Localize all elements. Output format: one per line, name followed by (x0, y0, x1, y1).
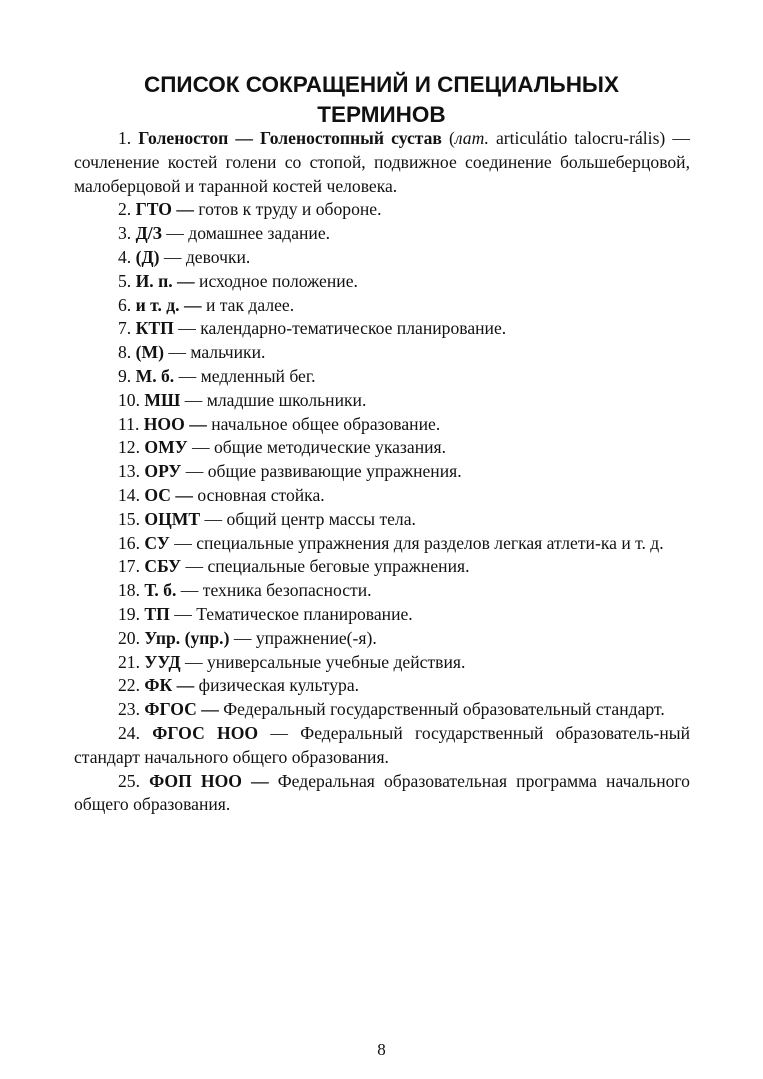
latin-label: лат. (454, 128, 489, 148)
item-number: 5. (118, 270, 132, 291)
item-number: 9. (118, 365, 132, 386)
item-definition: — сочленение костей голени со стопой, подвижное соединение большеберцовой, малоберцовой и таранной костей человека. (74, 128, 690, 196)
item-term: ФГОС — (144, 699, 219, 720)
item-number: 17. (118, 556, 140, 577)
item-term: ТП (144, 603, 170, 624)
page-title (0, 70, 763, 130)
item-number: 19. (118, 603, 140, 624)
list-item (74, 460, 690, 484)
list-item (74, 341, 690, 365)
item-term: Д/З (135, 223, 162, 244)
list-item (74, 436, 690, 460)
item-term: СБУ (144, 556, 182, 577)
paren-open: ( (441, 128, 455, 148)
list-item (74, 627, 690, 651)
item-term: И. п. — (135, 270, 195, 291)
item-definition: — специальные беговые упражнения. (181, 556, 470, 577)
item-number: 21. (118, 651, 140, 672)
item-definition: — универсальные учебные действия. (180, 651, 466, 672)
page-title-line-1: СПИСОК СОКРАЩЕНИЙ И СПЕЦИАЛЬНЫХ (144, 72, 619, 98)
item-definition: исходное положение. (194, 270, 358, 291)
item-number: 6. (118, 294, 132, 315)
item-number: 8. (118, 342, 132, 363)
item-number: 4. (118, 246, 132, 267)
item-number: 11. (118, 413, 140, 434)
item-term: Упр. (упр.) (144, 627, 230, 648)
item-number: 24. (118, 722, 140, 743)
item-term: Голеностоп — Голеностопный сустав (138, 128, 442, 148)
list-item (74, 389, 690, 413)
list-item (74, 270, 690, 294)
item-number: 22. (118, 675, 140, 696)
item-definition: — общие методические указания. (187, 437, 447, 458)
item-number: 20. (118, 627, 140, 648)
list-item (74, 532, 690, 556)
item-definition: — общий центр массы тела. (200, 508, 416, 529)
item-number: 25. (118, 770, 140, 791)
list-item (74, 722, 690, 770)
item-term: ФГОС НОО (152, 722, 259, 743)
item-definition: — техника безопасности. (176, 580, 372, 601)
item-definition: Федеральная образовательная программа начального общего образования. (74, 770, 690, 815)
item-number: 12. (118, 437, 140, 458)
item-number: 1. (118, 128, 132, 148)
list-item (74, 555, 690, 579)
item-term: СУ (144, 532, 170, 553)
item-definition: — медленный бег. (174, 365, 316, 386)
item-definition: и так далее. (201, 294, 295, 315)
item-definition: готов к труду и обороне. (193, 199, 382, 220)
item-term: ОЦМТ (144, 508, 201, 529)
item-definition: физическая культура. (194, 675, 360, 696)
item-definition: — младшие школьники. (180, 389, 367, 410)
item-definition: — упражнение(-я). (229, 627, 377, 648)
list-item (74, 484, 690, 508)
list-item (74, 698, 690, 722)
list-item (74, 198, 690, 222)
item-number: 3. (118, 223, 132, 244)
item-term: НОО — (143, 413, 207, 434)
page-title-line-2: ТЕРМИНОВ (317, 102, 446, 128)
item-definition: — мальчики. (163, 342, 266, 363)
item-term: ГТО — (135, 199, 194, 220)
item-term: М. б. (135, 365, 175, 386)
item-definition: — календарно-тематическое планирование. (173, 318, 507, 339)
item-definition: — Тематическое планирование. (169, 603, 413, 624)
item-term: (М) (135, 342, 164, 363)
page-number: 8 (377, 1040, 386, 1059)
list-item (74, 508, 690, 532)
list-item (74, 579, 690, 603)
item-term: ФК — (144, 675, 195, 696)
item-term: УУД (144, 651, 181, 672)
item-number: 10. (118, 389, 140, 410)
item-term: ФОП НОО — (149, 770, 269, 791)
list-item (74, 317, 690, 341)
list-item (74, 365, 690, 389)
item-definition: — домашнее задание. (161, 223, 331, 244)
list-item (74, 413, 690, 437)
list-item (74, 246, 690, 270)
item-number: 13. (118, 461, 140, 482)
list-item (74, 674, 690, 698)
latin-term: articulátio talocru-rális) (488, 128, 666, 148)
list-item (74, 651, 690, 675)
list-item (74, 127, 690, 198)
item-number: 7. (118, 318, 132, 339)
abbreviation-list (74, 127, 690, 817)
item-definition: — специальные упражнения для разделов легкая атлети-ка и т. д. (169, 532, 664, 553)
item-definition: — общие развивающие упражнения. (181, 461, 462, 482)
item-term: ОС — (144, 484, 194, 505)
item-number: 15. (118, 508, 140, 529)
item-number: 23. (118, 699, 140, 720)
item-definition: начальное общее образование. (206, 413, 441, 434)
item-definition: — девочки. (159, 246, 251, 267)
list-item (74, 603, 690, 627)
item-term: КТП (135, 318, 174, 339)
item-definition: — Федеральный государственный образователь-ный стандарт начального общего образования. (74, 722, 690, 767)
item-term: (Д) (135, 246, 160, 267)
item-number: 14. (118, 484, 140, 505)
item-definition: Федеральный государственный образовательный стандарт. (218, 699, 665, 720)
list-item (74, 294, 690, 318)
list-item (74, 770, 690, 818)
item-term: Т. б. (144, 580, 177, 601)
item-term: ОМУ (144, 437, 188, 458)
item-definition: основная стойка. (193, 484, 325, 505)
item-term: ОРУ (144, 461, 182, 482)
item-number: 16. (118, 532, 140, 553)
item-number: 2. (118, 199, 132, 220)
item-term: МШ (144, 389, 181, 410)
item-number: 18. (118, 580, 140, 601)
item-term: и т. д. — (135, 294, 202, 315)
list-item (74, 222, 690, 246)
